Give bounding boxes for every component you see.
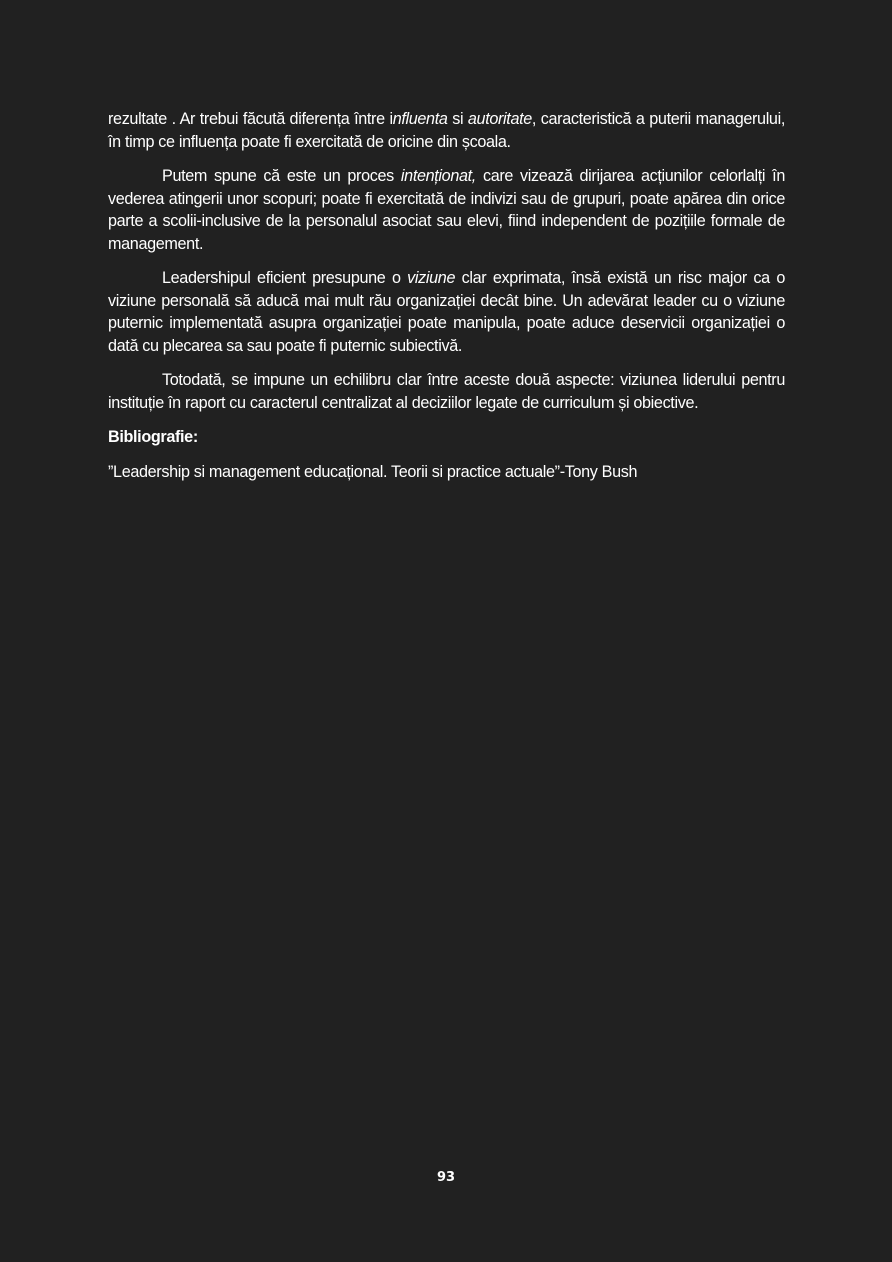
text: si [447, 110, 468, 128]
paragraph-4: Totodată, se impune un echilibru clar între aceste două aspecte: viziunea liderului pentru instituție în raport cu caracterul centralizat al deciziilor legate de curriculum și obiective. [108, 371, 785, 412]
paragraph-2 [108, 165, 785, 255]
text: Leadershipul eficient presupune o [162, 269, 408, 287]
paragraph-3 [108, 267, 785, 357]
italic-term-influenta: nfluenta [392, 110, 448, 128]
bibliography-heading: Bibliografie: [108, 428, 198, 446]
italic-term-viziune: viziune [407, 269, 456, 287]
page-number: 93 [436, 1170, 456, 1185]
text: clar exprimata, însă există un risc major ca o viziune personală să aducă mai mult rău organizației decât bine. Un adevărat leader cu o viziune puternic implementată asupra organizației poate manipula, poate aduce deservicii organizației o dată cu plecarea sa sau poate fi puternic subiectivă. [108, 269, 785, 355]
paragraph-1 [108, 108, 785, 153]
text: rezultate . Ar trebui făcută diferența între i [108, 110, 393, 128]
italic-term-intentionat: intenționat, [400, 167, 476, 185]
document-body [108, 108, 785, 495]
bibliography-entry: ”Leadership si management educațional. Teorii si practice actuale”-Tony Bush [108, 462, 638, 481]
italic-term-autoritate: autoritate [467, 110, 532, 128]
text: care vizează dirijarea acțiunilor celorlalți în vederea atingerii unor scopuri; poate fi exercitată de indivizi sau de grupuri, poate apărea din orice parte a scolii-inclusive de la personalul asociat sau elevi, fiind independent de pozițiile formale de management. [108, 167, 785, 253]
text: , caracteristică a puterii managerului, în timp ce influența poate fi exercitată de oricine din școala. [108, 110, 785, 151]
text: Putem spune că este un proces [162, 167, 401, 185]
